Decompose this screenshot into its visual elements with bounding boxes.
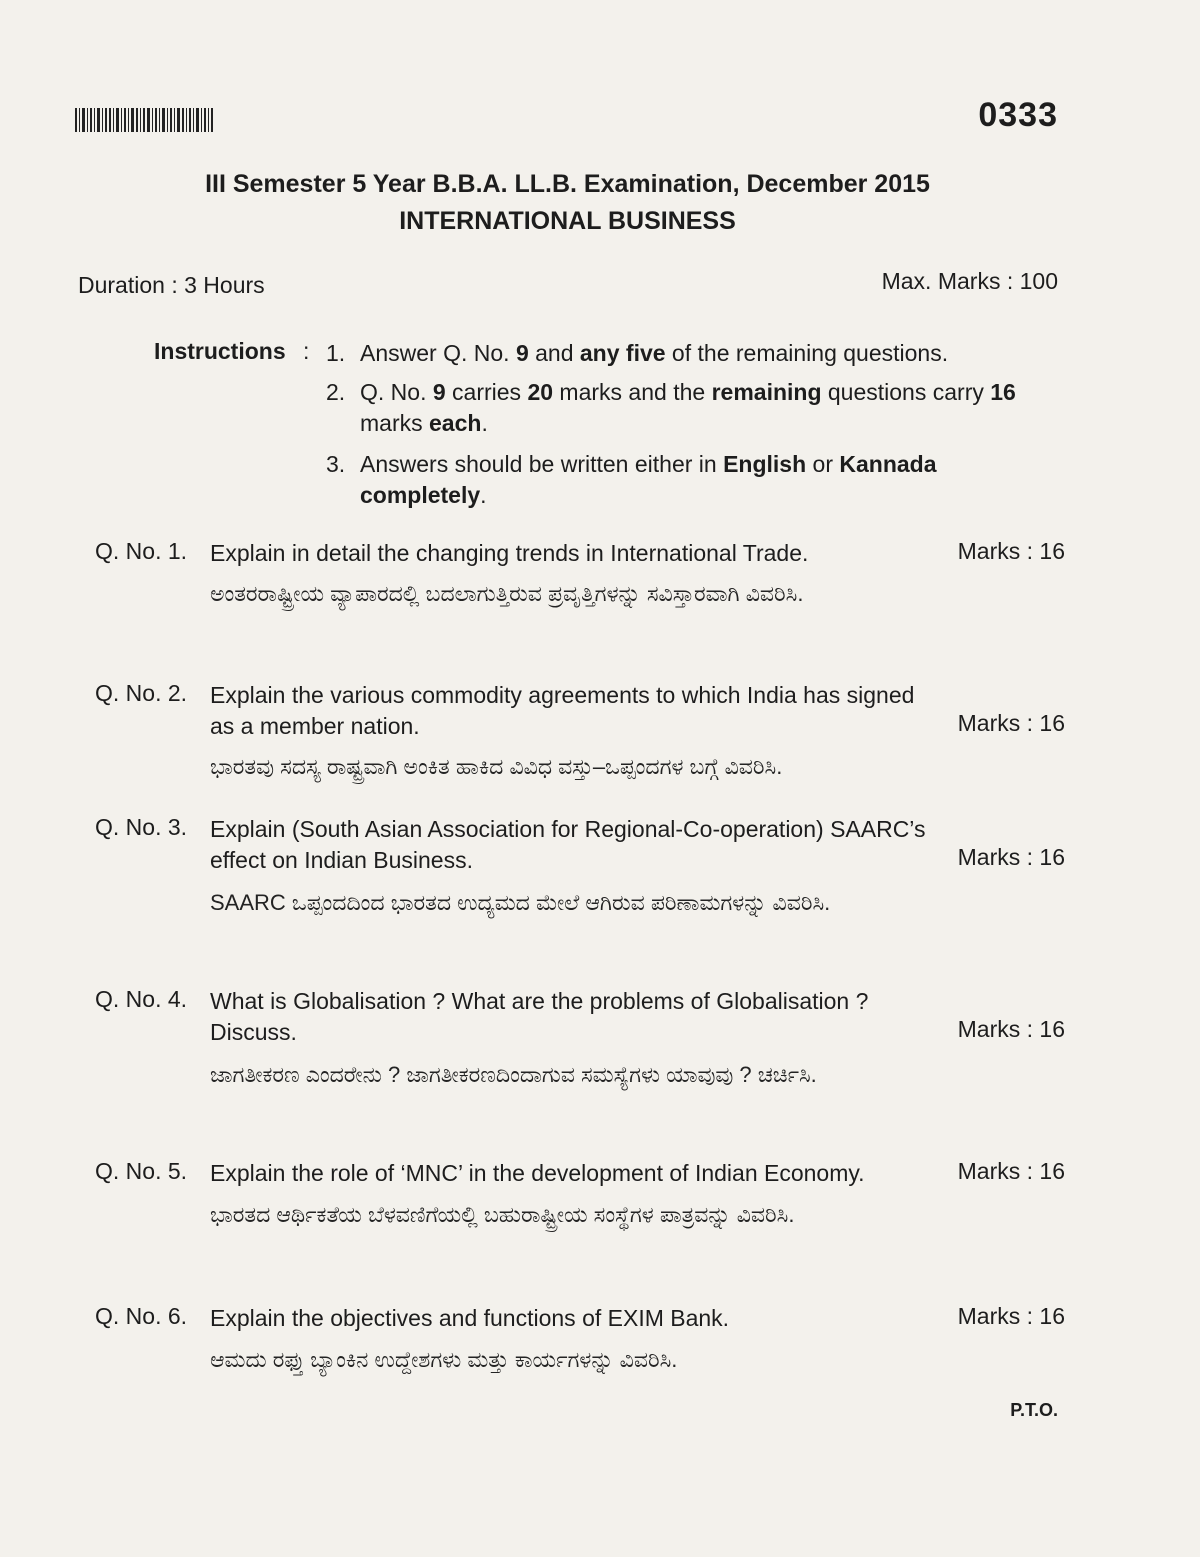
question-number: Q. No. 5.	[95, 1158, 188, 1184]
question-text: Explain the role of ‘MNC’ in the development of Indian Economy.	[210, 1160, 865, 1186]
question-marks: Marks : 16	[957, 710, 1065, 736]
instruction-number: 1.	[326, 340, 346, 366]
question-marks: Marks : 16	[957, 1303, 1065, 1329]
question-text: Explain (South Asian Association for Regional-Co-operation) SAARC’s effect on Indian Business.	[210, 816, 926, 873]
question-text-kannada: ಭಾರತದ ಆರ್ಥಿಕತೆಯ ಬೆಳವಣಿಗೆಯಲ್ಲಿ ಬಹುರಾಷ್ಟ್ರೀಯ ಸಂಸ್ಥೆಗಳ ಪಾತ್ರವನ್ನು ವಿವರಿಸಿ.	[210, 1202, 795, 1227]
question-number: Q. No. 2.	[95, 680, 188, 706]
question-number: Q. No. 4.	[95, 986, 188, 1012]
question-text: Explain the objectives and functions of EXIM Bank.	[210, 1305, 730, 1331]
instructions-separator: :	[303, 338, 310, 364]
question-text-kannada: ಆಮದು ರಫ್ತು ಬ್ಯಾಂಕಿನ ಉದ್ದೇಶಗಳು ಮತ್ತು ಕಾರ್ಯಗಳನ್ನು ವಿವರಿಸಿ.	[210, 1347, 678, 1372]
question-text-kannada: ಭಾರತವು ಸದಸ್ಯ ರಾಷ್ಟ್ರವಾಗಿ ಅಂಕಿತ ಹಾಕಿದ ವಿವಿಧ ವಸ್ತು–ಒಪ್ಪಂದಗಳ ಬಗ್ಗೆ ವಿವರಿಸಿ.	[210, 754, 783, 779]
question-number: Q. No. 3.	[95, 814, 188, 840]
question-number: Q. No. 6.	[95, 1303, 188, 1329]
barcode-image	[75, 108, 213, 132]
question-marks: Marks : 16	[957, 1016, 1065, 1042]
question-text: Explain in detail the changing trends in International Trade.	[210, 540, 809, 566]
question-text-kannada: ಅಂತರರಾಷ್ಟ್ರೀಯ ವ್ಯಾಪಾರದಲ್ಲಿ ಬದಲಾಗುತ್ತಿರುವ ಪ್ರವೃತ್ತಿಗಳನ್ನು ಸವಿಸ್ತಾರವಾಗಿ ವಿವರಿಸಿ.	[210, 581, 804, 606]
question-text-kannada: SAARC ಒಪ್ಪಂದದಿಂದ ಭಾರತದ ಉದ್ಯಮದ ಮೇಲೆ ಆಗಿರುವ ಪರಿಣಾಮಗಳನ್ನು ವಿವರಿಸಿ.	[210, 890, 831, 915]
duration-label: Duration : 3 Hours	[78, 272, 265, 298]
max-marks-label: Max. Marks : 100	[881, 268, 1058, 294]
instruction-text: Q. No. 9 carries 20 marks and the remaining questions carry 16 marks each.	[360, 379, 1016, 436]
question-text-kannada: ಜಾಗತೀಕರಣ ಎಂದರೇನು ? ಜಾಗತೀಕರಣದಿಂದಾಗುವ ಸಮಸ್ಯೆಗಳು ಯಾವುವು ? ಚರ್ಚಿಸಿ.	[210, 1062, 817, 1087]
question-text: What is Globalisation ? What are the problems of Globalisation ? Discuss.	[210, 988, 869, 1045]
exam-title: III Semester 5 Year B.B.A. LL.B. Examination, December 2015	[205, 170, 930, 198]
question-text: Explain the various commodity agreements to which India has signed as a member nation.	[210, 682, 915, 739]
instruction-number: 2.	[326, 379, 346, 405]
instructions-label: Instructions	[154, 338, 286, 364]
pto-label: P.T.O.	[1010, 1400, 1058, 1420]
subject-title: INTERNATIONAL BUSINESS	[399, 207, 736, 235]
instruction-text: Answer Q. No. 9 and any five of the remaining questions.	[360, 340, 949, 366]
paper-code: 0333	[978, 96, 1058, 134]
question-number: Q. No. 1.	[95, 538, 188, 564]
question-marks: Marks : 16	[957, 538, 1065, 564]
question-marks: Marks : 16	[957, 1158, 1065, 1184]
question-marks: Marks : 16	[957, 844, 1065, 870]
instruction-text: Answers should be written either in English or Kannada completely.	[360, 451, 937, 508]
instruction-number: 3.	[326, 451, 346, 477]
